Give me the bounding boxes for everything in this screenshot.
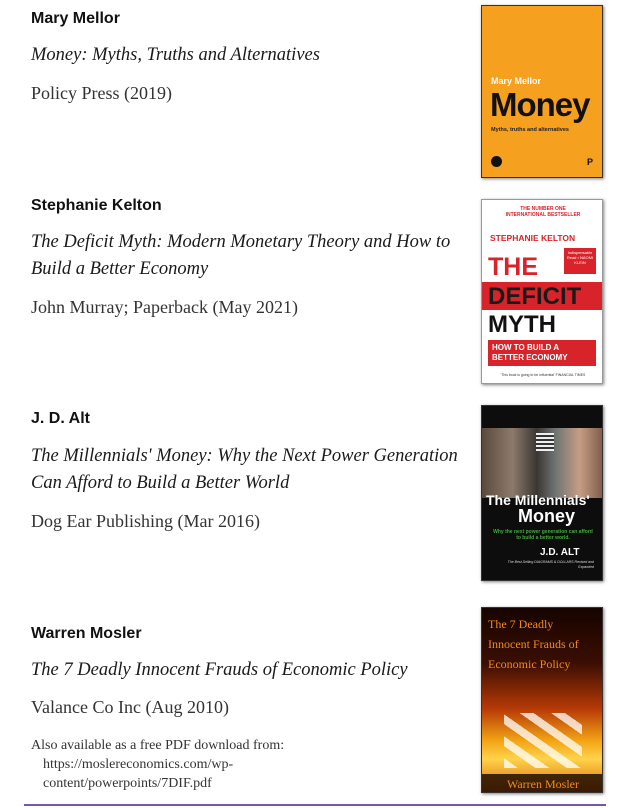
book-author: Stephanie Kelton bbox=[31, 197, 162, 214]
cover-title-line2: Money bbox=[518, 506, 576, 526]
book-cover-deficit-myth bbox=[481, 199, 603, 384]
book-title: Money: Myths, Truths and Alternatives bbox=[31, 45, 320, 65]
bottom-divider bbox=[24, 804, 606, 806]
qr-code-icon bbox=[536, 433, 554, 451]
book-author: Warren Mosler bbox=[31, 625, 142, 642]
cover-banner: THE NUMBER ONE INTERNATIONAL BESTSELLER bbox=[505, 206, 581, 218]
book-author: Mary Mellor bbox=[31, 10, 120, 27]
book-title: The 7 Deadly Innocent Frauds of Economic Policy bbox=[31, 660, 408, 680]
book-publisher: Dog Ear Publishing (Mar 2016) bbox=[31, 511, 260, 531]
cover-publisher-mark: P bbox=[586, 157, 593, 167]
cover-quote: 'This book is going to be influential' FINANCIAL TIMES bbox=[500, 373, 586, 377]
book-publisher: Policy Press (2019) bbox=[31, 83, 172, 103]
cover-subtitle: HOW TO BUILD A BETTER ECONOMY bbox=[488, 340, 596, 366]
book-cover-money bbox=[481, 5, 603, 178]
cover-tagline: Why the next power generation can afford to build a better world. bbox=[493, 529, 593, 541]
cover-author: STEPHANIE KELTON bbox=[490, 233, 576, 243]
book-title: The Millennials' Money: Why the Next Power Generation Can Afford to Build a Better World bbox=[31, 446, 458, 493]
book-cover-millennials-money bbox=[481, 405, 603, 581]
book-publisher: Valance Co Inc (Aug 2010) bbox=[31, 697, 229, 717]
cover-author: J.D. ALT bbox=[540, 547, 580, 558]
cover-word-the: THE bbox=[488, 253, 538, 281]
cover-title: The 7 Deadly Innocent Frauds of Economic Policy bbox=[488, 617, 579, 671]
cover-byline: The Best-Selling DIAGRAMS & DOLLARS Revised and Expanded bbox=[507, 560, 594, 569]
book-author: J. D. Alt bbox=[31, 410, 90, 427]
cover-author: Mary Mellor bbox=[491, 76, 542, 86]
pdf-download-url[interactable]: https://moslereconomics.com/wp-content/powerpoints/7DIF.pdf bbox=[43, 757, 234, 791]
cover-title-line1: The Millennials' bbox=[486, 492, 590, 508]
cover-flying-papers-image bbox=[504, 713, 582, 768]
cover-word-deficit: DEFICIT bbox=[488, 283, 582, 310]
cover-subtitle: Myths, truths and alternatives bbox=[491, 127, 569, 133]
cover-title: Money bbox=[490, 86, 590, 123]
cover-badge: Indispensable Read • NAOMI KLEIN bbox=[564, 248, 596, 274]
book-cover-seven-deadly-frauds bbox=[481, 607, 603, 793]
cover-word-myth: MYTH bbox=[488, 311, 556, 338]
policy-press-logo-icon bbox=[491, 156, 502, 167]
free-pdf-note bbox=[31, 736, 331, 793]
free-pdf-note-text: Also available as a free PDF download from: bbox=[31, 738, 285, 753]
book-publisher: John Murray; Paperback (May 2021) bbox=[31, 297, 298, 317]
cover-author: Warren Mosler bbox=[482, 774, 603, 793]
book-title: The Deficit Myth: Modern Monetary Theory and How to Build a Better Economy bbox=[31, 232, 451, 279]
